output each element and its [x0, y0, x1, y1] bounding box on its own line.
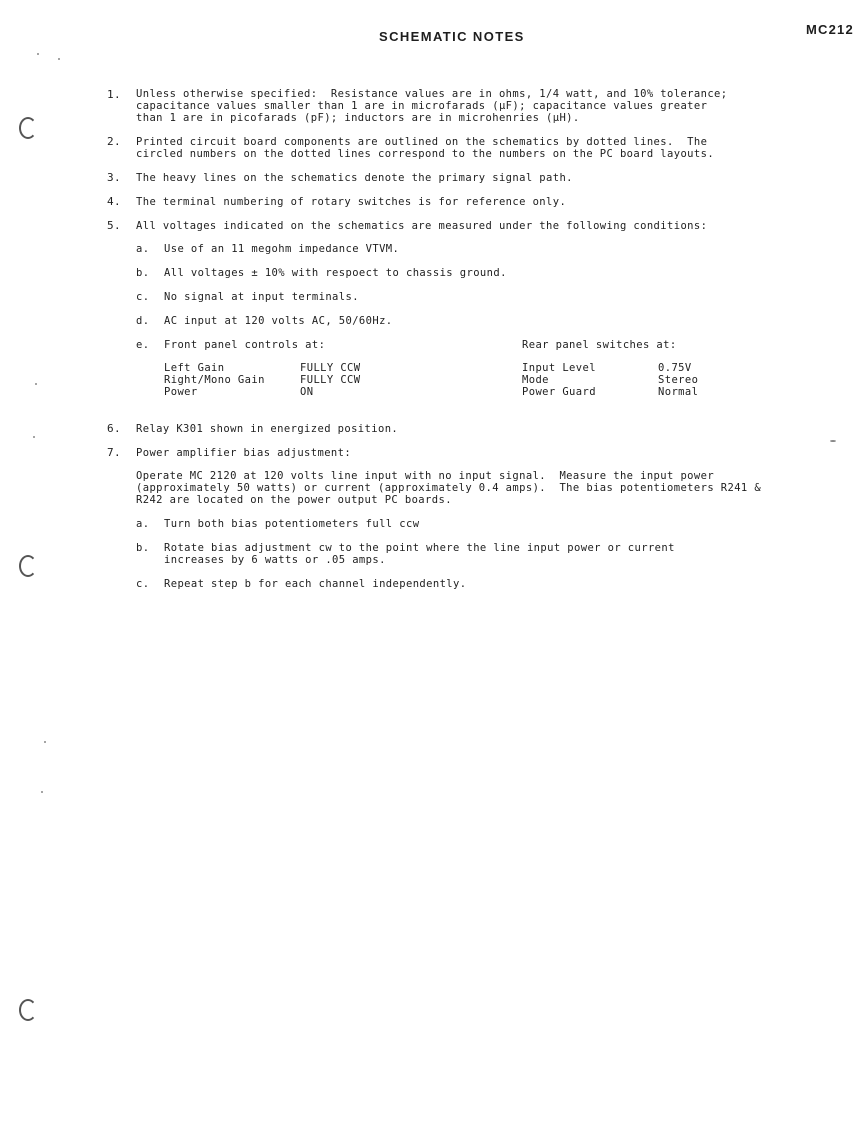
- condition-letter: a.: [136, 243, 150, 255]
- step-c-text: Repeat step b for each channel independently.: [164, 578, 467, 590]
- condition-letter: b.: [136, 267, 150, 279]
- step-letter: b.: [136, 542, 150, 554]
- page-title: SCHEMATIC NOTES: [379, 29, 525, 44]
- model-number: MC212: [806, 22, 854, 37]
- scan-speck: [830, 440, 836, 442]
- condition-e-text: Front panel controls at:: [164, 339, 326, 351]
- rear-switch-name: Input Level: [522, 362, 596, 374]
- binder-hole-icon: [19, 117, 37, 139]
- scan-speck: [41, 791, 43, 793]
- front-control-value: ON: [300, 386, 314, 398]
- rear-switch-value: 0.75V: [658, 362, 692, 374]
- rear-switch-name: Mode: [522, 374, 549, 386]
- scan-speck: [44, 741, 46, 743]
- scan-speck: [33, 436, 35, 438]
- front-control-name: Left Gain: [164, 362, 225, 374]
- front-control-value: FULLY CCW: [300, 362, 361, 374]
- condition-a-text: Use of an 11 megohm impedance VTVM.: [164, 243, 400, 255]
- front-control-value: FULLY CCW: [300, 374, 361, 386]
- note-5-text: All voltages indicated on the schematics are measured under the following conditions:: [136, 220, 708, 232]
- rear-panel-heading: Rear panel switches at:: [522, 339, 677, 351]
- condition-b-text: All voltages ± 10% with respoect to chassis ground.: [164, 267, 507, 279]
- note-7-text: Power amplifier bias adjustment:: [136, 447, 352, 459]
- scan-speck: [58, 58, 60, 60]
- note-number: 3.: [107, 171, 122, 184]
- note-2-line-2: circled numbers on the dotted lines correspond to the numbers on the PC board layouts.: [136, 148, 715, 160]
- step-b-line-2: increases by 6 watts or .05 amps.: [164, 554, 386, 566]
- note-6-text: Relay K301 shown in energized position.: [136, 423, 399, 435]
- binder-hole-icon: [19, 999, 37, 1021]
- step-letter: a.: [136, 518, 150, 530]
- note-2-line-1: Printed circuit board components are outlined on the schematics by dotted lines. The: [136, 136, 708, 148]
- note-1-line-1: Unless otherwise specified: Resistance values are in ohms, 1/4 watt, and 10% tolerance;: [136, 88, 728, 100]
- step-letter: c.: [136, 578, 150, 590]
- step-b-line-1: Rotate bias adjustment cw to the point where the line input power or current: [164, 542, 675, 554]
- scan-speck: [37, 53, 39, 55]
- note-number: 1.: [107, 88, 122, 101]
- rear-switch-value: Stereo: [658, 374, 699, 386]
- note-number: 4.: [107, 195, 122, 208]
- note-4-text: The terminal numbering of rotary switches is for reference only.: [136, 196, 567, 208]
- front-control-name: Right/Mono Gain: [164, 374, 265, 386]
- condition-letter: d.: [136, 315, 150, 327]
- note-number: 2.: [107, 135, 122, 148]
- rear-switch-name: Power Guard: [522, 386, 596, 398]
- rear-switch-value: Normal: [658, 386, 699, 398]
- note-number: 5.: [107, 219, 122, 232]
- condition-letter: c.: [136, 291, 150, 303]
- note-number: 7.: [107, 446, 122, 459]
- binder-hole-icon: [19, 555, 37, 577]
- note-number: 6.: [107, 422, 122, 435]
- condition-d-text: AC input at 120 volts AC, 50/60Hz.: [164, 315, 393, 327]
- front-control-name: Power: [164, 386, 198, 398]
- condition-letter: e.: [136, 339, 150, 351]
- scan-speck: [35, 383, 37, 385]
- note-7-paragraph-line-2: (approximately 50 watts) or current (approximately 0.4 amps). The bias potentiometers R241 &: [136, 482, 762, 494]
- condition-c-text: No signal at input terminals.: [164, 291, 359, 303]
- note-1-line-3: than 1 are in picofarads (pF); inductors are in microhenries (μH).: [136, 112, 580, 124]
- note-3-text: The heavy lines on the schematics denote the primary signal path.: [136, 172, 573, 184]
- note-1-line-2: capacitance values smaller than 1 are in microfarads (μF); capacitance values greater: [136, 100, 708, 112]
- step-a-text: Turn both bias potentiometers full ccw: [164, 518, 420, 530]
- note-7-paragraph-line-3: R242 are located on the power output PC boards.: [136, 494, 452, 506]
- note-7-paragraph-line-1: Operate MC 2120 at 120 volts line input with no input signal. Measure the input power: [136, 470, 715, 482]
